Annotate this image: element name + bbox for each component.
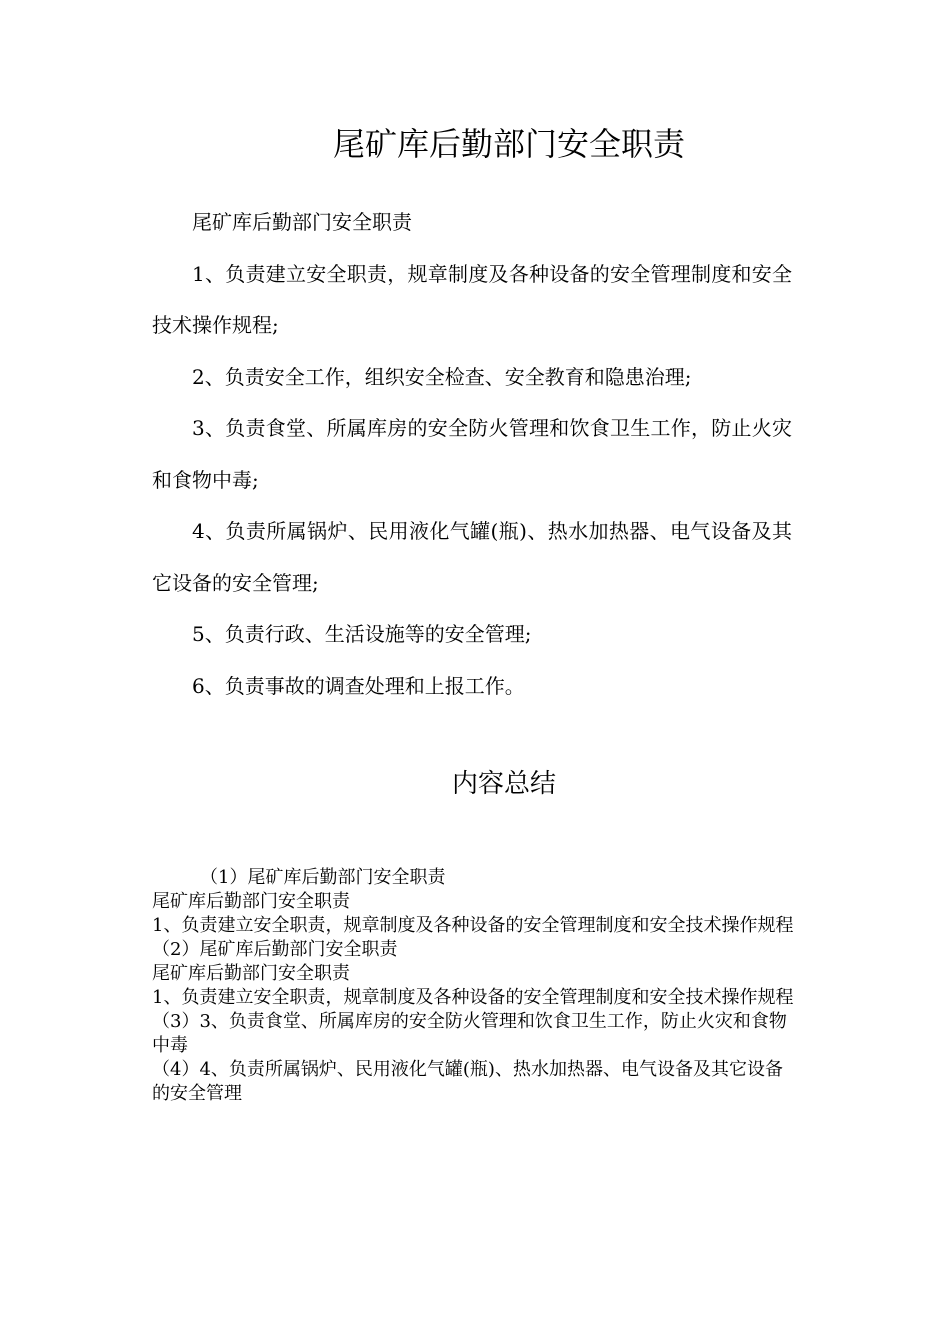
summary-line: （4）4、负责所属锅炉、民用液化气罐(瓶)、热水加热器、电气设备及其它设备的安全管理 [152,1059,783,1104]
summary-section [152,866,797,1106]
body-paragraph: 5、负责行政、生活设施等的安全管理; [192,622,532,646]
summary-line: （3）3、负责食堂、所属库房的安全防火管理和饮食卫生工作，防止火灾和食物中毒 [152,1011,787,1056]
body-paragraph: 3、负责食堂、所属库房的安全防火管理和饮食卫生工作，防止火灾和食物中毒; [152,416,792,492]
summary-heading: 内容总结 [451,769,556,799]
body-paragraph: 6、负责事故的调查处理和上报工作。 [192,673,525,698]
body-paragraph: 尾矿库后勤部门安全职责 [192,210,412,234]
summary-line: 尾矿库后勤部门安全职责 [152,963,350,984]
body-paragraph: 2、负责安全工作，组织安全检查、安全教育和隐患治理; [192,364,692,389]
document-title: 尾矿库后勤部门安全职责 [332,125,685,163]
summary-line: （2）尾矿库后勤部门安全职责 [152,939,398,960]
body-paragraph: 4、负责所属锅炉、民用液化气罐(瓶)、热水加热器、电气设备及其它设备的安全管理; [152,519,792,595]
summary-line: 1、负责建立安全职责，规章制度及各种设备的安全管理制度和安全技术操作规程 [152,987,794,1008]
document-body [152,197,792,712]
summary-line: （1）尾矿库后勤部门安全职责 [200,867,446,888]
summary-line: 1、负责建立安全职责，规章制度及各种设备的安全管理制度和安全技术操作规程 [152,915,794,936]
body-paragraph: 1、负责建立安全职责，规章制度及各种设备的安全管理制度和安全技术操作规程; [152,261,792,337]
summary-line: 尾矿库后勤部门安全职责 [152,891,350,912]
